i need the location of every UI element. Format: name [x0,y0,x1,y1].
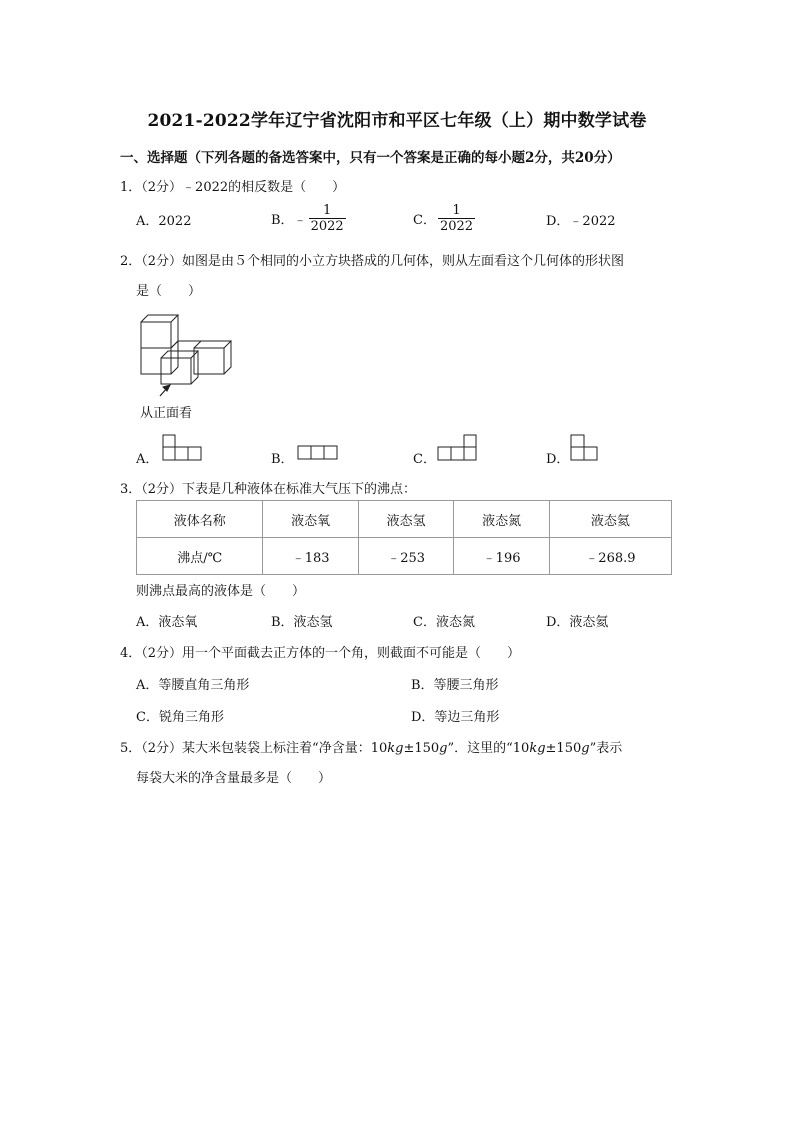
q3-option-b: B．液态氢 [271,615,333,630]
cube-right-2 [171,341,201,348]
q1-option-b-fraction [309,203,346,234]
table-cell: 液态氢 [358,501,453,538]
q4-option-d: D．等边三角形 [411,710,500,725]
q5-unit-kg: kg [387,741,404,756]
question-1-stem: 1．（2分）﹣2022的相反数是（ ） [120,180,346,195]
q2-option-a-label: A． [136,452,159,467]
cube-right-1 [194,341,231,374]
q1-b-numerator: 1 [309,203,346,219]
q5-unit-g-2: g [581,741,590,756]
q5-text-a: 5．（2分）某大米包装袋上标注着“净含量：10 [120,741,388,756]
view-direction-label: 从正面看 [140,406,193,421]
q3-option-d: D．液态氦 [546,615,609,630]
section-heading: 一、选择题（下列各题的备选答案中，只有一个答案是正确的每小题2分，共20分） [120,150,621,166]
q1-option-b [271,203,346,234]
table-cell: ﹣268.9 [549,538,671,575]
q5-unit-g: g [439,741,448,756]
q5-unit-kg-2: kg [529,741,546,756]
question-5-line1 [120,737,622,756]
q2-option-c-view [437,434,479,462]
q1-c-numerator: 1 [438,203,475,219]
table-cell: 液态氦 [549,501,671,538]
question-3-question: 则沸点最高的液体是（ ） [136,584,306,599]
table-cell: ﹣253 [358,538,453,575]
question-2-line1: 2．（2分）如图是由５个相同的小立方块搭成的几何体，则从左面看这个几何体的形状图 [120,254,625,269]
q5-text-b: ”．这里的“10 [447,741,530,756]
table-cell: 沸点/℃ [137,538,263,575]
q1-option-b-prefix: B． [271,213,294,228]
boiling-point-table [136,500,672,575]
table-cell: 液态氧 [263,501,358,538]
question-4-stem: 4．（2分）用一个平面截去正方体的一个角，则截面不可能是（ ） [120,646,521,661]
q1-option-d: D．﹣2022 [546,214,616,229]
q2-option-d-label: D． [546,452,570,467]
q2-option-a-view [162,434,204,462]
cube-front [161,351,198,384]
q2-option-b-view [297,445,339,461]
view-arrow [160,385,170,396]
page-title: 2021-2022学年辽宁省沈阳市和平区七年级（上）期中数学试卷 [147,111,647,131]
q4-option-c: C．锐角三角形 [136,710,224,725]
q5-plus-minus-2: ±150 [545,741,582,756]
table-header-row [137,501,672,538]
question-5-line2: 每袋大米的净含量最多是（ ） [136,771,332,786]
q4-option-b: B．等腰三角形 [411,678,499,693]
q5-text-c: ”表示 [589,741,623,756]
q1-option-c-fraction [438,203,475,234]
table-cell: 液态氮 [454,501,549,538]
table-row [137,538,672,575]
q2-option-d-view [570,434,602,462]
question-3-stem: 3．（2分）下表是几种液体在标准大气压下的沸点： [120,482,417,497]
q1-option-a: A．2022 [136,214,192,229]
q5-plus-minus: ±150 [403,741,440,756]
q3-option-c: C．液态氮 [413,615,475,630]
cube-figure [136,310,246,400]
q1-c-denominator: 2022 [439,219,474,234]
q1-option-c-prefix: C． [413,213,436,228]
cube-back-top [141,315,178,348]
q1-b-denominator: 2022 [310,219,344,234]
q1-option-c [413,203,475,234]
q2-option-c-label: C． [413,452,436,467]
q3-option-a: A．液态氧 [136,615,198,630]
table-cell: ﹣183 [263,538,358,575]
q1-option-b-sign: ﹣ [293,213,307,228]
q4-option-a: A．等腰直角三角形 [136,678,250,693]
q2-option-b-label: B． [271,452,294,467]
table-cell: ﹣196 [454,538,549,575]
question-2-line2: 是（ ） [136,284,202,299]
table-cell: 液体名称 [137,501,263,538]
